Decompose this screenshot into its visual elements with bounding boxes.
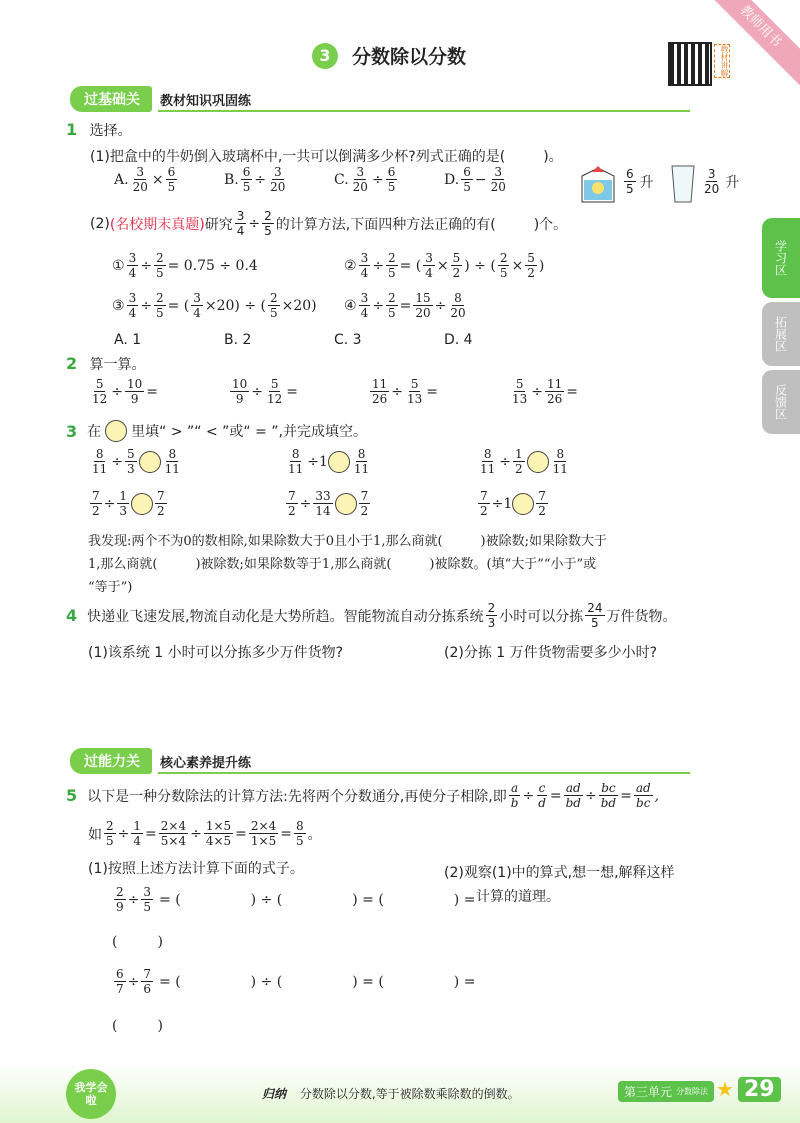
q1-options [114, 166, 514, 202]
milk-unit: 升 [639, 174, 654, 191]
tab-extend[interactable] [762, 302, 800, 366]
q5-calc2-result: ( ) [112, 1018, 163, 1034]
lesson-number: 3 [312, 43, 338, 69]
qr-caption-text: 教材讲解 [720, 45, 729, 77]
answer-circle[interactable] [131, 493, 153, 515]
q4-text2: 小时可以分拣 [499, 608, 584, 625]
finding-4: )被除数;如果除数等于1,那么商就( [195, 557, 392, 572]
q5-calc1: $\frac{2}{9}$ ÷ $\frac{3}{5}$ = ( ) ÷ ( ) = ( ) = [116, 885, 476, 914]
q1-p1-end: )。 [543, 149, 563, 165]
q2-number: 2 [66, 354, 78, 373]
answer-circle[interactable] [335, 493, 357, 515]
q1-p2-frac2-num: 2 [264, 209, 272, 223]
q1-p2-frac1-den: 4 [236, 224, 245, 238]
q3-text: 里填“ > ”“ < ”或“ = ”,并完成填空。 [131, 424, 368, 440]
q3-pre: 在 [87, 424, 102, 440]
option-c[interactable]: C. $\frac{3}{20}$ ÷ $\frac{6}{5}$ [334, 165, 396, 194]
q1-p2-text3: )个。 [533, 216, 568, 233]
q1-part2 [90, 210, 567, 237]
lesson-title-text: 分数除以分数 [352, 46, 467, 68]
compare-circle-icon [105, 420, 127, 442]
lesson-title [312, 42, 466, 69]
q1-title [66, 120, 132, 140]
q4-frac2-den: 5 [591, 616, 599, 630]
qr-code[interactable] [668, 42, 712, 86]
glass-unit: 升 [725, 174, 740, 191]
tab-feedback-label: 反馈区 [773, 384, 788, 420]
footer-bar [0, 1063, 800, 1123]
cmp-1: $\frac{8}{11}$ ÷ $\frac{5}{3}$ $\frac{8}{11}$ [92, 447, 180, 476]
q4-text3: 万件货物。 [606, 608, 677, 625]
q1-part1 [90, 146, 563, 166]
answer-circle[interactable] [512, 493, 534, 515]
tab-study[interactable] [762, 218, 800, 298]
calc1-b-den: 5 [143, 900, 152, 914]
section-banner-basic [70, 86, 750, 112]
section-subtitle: 核心素养提升练 [160, 755, 252, 771]
q4-sub1: (1)该系统 1 小时可以分拣多少万件货物? [88, 645, 344, 661]
calc-item: $\frac{5}{12}$ ÷ $\frac{10}{9}$ = [92, 377, 159, 406]
q4-text1: 快递业飞速发展,物流自动化是大势所趋。智能物流自动分拣系统 [87, 608, 484, 625]
q1-p2-text1: 研究 [204, 216, 233, 233]
calc1-a-num: 2 [116, 885, 124, 899]
q5-number: 5 [66, 786, 78, 805]
q2-title-text: 算一算。 [89, 357, 146, 373]
footer-logo-text: 我学会啦 [74, 1081, 108, 1107]
q5-example-pre: 如 [88, 826, 102, 843]
method-1: ① $\frac{3}{4}$ ÷ $\frac{2}{5}$ = 0.75 ÷ 0.4 [112, 251, 258, 280]
q1-number: 1 [66, 120, 78, 139]
cmp-3: $\frac{8}{11}$ ÷ $\frac{1}{2}$ $\frac{8}{11}$ [480, 447, 568, 476]
calc2-a-num: 6 [116, 967, 124, 981]
milk-volume [622, 168, 654, 195]
calc-item: $\frac{5}{13}$ ÷ $\frac{11}{26}$ = [512, 377, 579, 406]
choice-c[interactable]: C. 3 [334, 332, 362, 348]
milk-den: 5 [626, 182, 634, 196]
tab-extend-label: 拓展区 [773, 316, 788, 352]
method-4: ④ $\frac{3}{4}$ ÷ $\frac{2}{5}$ = $\frac{15}{20}$ ÷ $\frac{8}{20}$ [344, 291, 466, 320]
q1-title-text: 选择。 [89, 123, 132, 139]
method-2: ② $\frac{3}{4}$ ÷ $\frac{2}{5}$ = ( $\frac{3}{4}$ × $\frac{5}{2}$ ) ÷ ( $\frac{2}{5}$ × $\frac{5}{2}$ ) [344, 251, 545, 280]
footer-unit [618, 1081, 714, 1102]
q3-title [66, 420, 367, 442]
answer-circle[interactable] [527, 451, 549, 473]
q5-text [66, 782, 659, 809]
answer-circle[interactable] [328, 451, 350, 473]
q1-p2-frac1-num: 3 [236, 209, 245, 223]
cmp-2: $\frac{8}{11}$ ÷1 $\frac{8}{11}$ [288, 447, 370, 476]
footer-unit-sub: 分数除法 [676, 1087, 709, 1096]
q1-p1-text: (1)把盒中的牛奶倒入玻璃杯中,一共可以倒满多少杯?列式正确的是( [90, 149, 506, 165]
cmp-6: $\frac{7}{2}$ ÷1 $\frac{7}{2}$ [480, 489, 546, 518]
method-1-tail: = 0.75 ÷ 0.4 [167, 257, 258, 274]
calc1-a-den: 9 [116, 900, 124, 914]
page-number: 29 [738, 1077, 781, 1102]
glass-den: 20 [704, 182, 720, 196]
cmp-4: $\frac{7}{2}$ ÷ $\frac{1}{3}$ $\frac{7}{2}$ [92, 489, 165, 518]
q3-number: 3 [66, 421, 78, 441]
q5-example: 如 $\frac{2}{5}$ ÷ $\frac{1}{4}$ = $\frac{2\times 4}{5\times 4}$ ÷ $\frac{1\times 5}{4\times 5}$ = $\frac{2\times 4}{1\times 5}$ = $\frac{8}{5}$ 。 [88, 819, 322, 848]
q1-choices [114, 332, 554, 348]
q4-text [66, 602, 677, 629]
q1-p2-pre: (2) [90, 215, 110, 232]
q2-items [88, 378, 688, 414]
calc-item: $\frac{11}{26}$ ÷ $\frac{5}{13}$ = [372, 377, 439, 406]
q4-frac1-den: 3 [487, 616, 496, 630]
footer-label: 归纳 [262, 1087, 287, 1101]
finding-6: “等于”) [88, 580, 133, 595]
q2-title [66, 354, 146, 374]
footer-summary [262, 1085, 520, 1102]
q5-calc1-result: ( ) [112, 934, 163, 950]
calc2-b-den: 6 [143, 982, 152, 996]
calc1-b-num: 3 [143, 885, 152, 899]
q5-calc2: $\frac{6}{7}$ ÷ $\frac{7}{6}$ = ( ) ÷ ( ) = ( ) = [116, 967, 476, 996]
finding-3: 1,那么商就( [88, 557, 158, 572]
q5-formula: $\frac{a}{b}$ ÷ $\frac{c}{d}$ = $\frac{ad}{bd}$ ÷ $\frac{bc}{bd}$ = $\frac{ad}{bc}$ , [510, 781, 660, 810]
section-banner-ability [70, 748, 750, 774]
tab-study-label: 学习区 [773, 240, 788, 276]
corner-tag-text: 教师用书 [736, 2, 785, 51]
calc-item: $\frac{10}{9}$ ÷ $\frac{5}{12}$ = [232, 377, 299, 406]
footer-logo [66, 1069, 116, 1119]
choice-d[interactable]: D. 4 [444, 332, 473, 348]
q5-sub2a: (2)观察(1)中的算式,想一想,解释这样 [444, 865, 675, 881]
option-d[interactable]: D. $\frac{6}{5}$ − $\frac{3}{20}$ [444, 165, 506, 194]
footer-text: 分数除以分数,等于被除数乘除数的倒数。 [299, 1087, 520, 1101]
q4-sub2: (2)分拣 1 万件货物需要多少小时? [444, 645, 658, 661]
calc2-a-den: 7 [116, 982, 124, 996]
q3-finding [88, 530, 738, 599]
finding-1: 我发现:两个不为0的数相除,如果除数大于0且小于1,那么商就( [88, 534, 443, 549]
section-tag: 过基础关 [70, 86, 152, 112]
option-a[interactable]: A. $\frac{3}{20}$ × $\frac{6}{5}$ [114, 165, 176, 194]
q4-frac2-num: 24 [587, 601, 603, 615]
choice-b[interactable]: B. 2 [224, 332, 252, 348]
glass-volume [700, 168, 739, 195]
tab-feedback[interactable] [762, 370, 800, 434]
option-b[interactable]: B. $\frac{6}{5}$ ÷ $\frac{3}{20}$ [224, 165, 286, 194]
q4-frac1-num: 2 [487, 601, 496, 615]
method-3: ③ $\frac{3}{4}$ ÷ $\frac{2}{5}$ = ( $\frac{3}{4}$ ×20) ÷ ( $\frac{2}{5}$ ×20) [112, 291, 317, 320]
choice-a[interactable]: A. 1 [114, 332, 142, 348]
finding-2: )被除数;如果除数大于 [480, 534, 607, 549]
glass-num: 3 [707, 167, 716, 181]
glass-icon [670, 164, 696, 204]
star-icon: ★ [716, 1077, 734, 1101]
side-tabs [762, 218, 800, 434]
q5-sub2b: 计算的道理。 [476, 889, 560, 905]
footer-unit-label: 第三单元 [624, 1085, 673, 1099]
q1-p2-frac2-den: 5 [264, 224, 272, 238]
calc2-b-num: 7 [143, 967, 152, 981]
milk-num: 6 [626, 167, 634, 181]
qr-caption [714, 44, 730, 78]
milk-box-icon [578, 164, 618, 204]
q1-p2-op: ÷ [248, 215, 261, 232]
q5-text1: 以下是一种分数除法的计算方法:先将两个分数通分,再使分子相除,即 [87, 788, 507, 805]
q1-p2-text2: 的计算方法,下面四种方法正确的有( [275, 216, 496, 233]
q4-number: 4 [66, 606, 78, 625]
cmp-5: $\frac{7}{2}$ ÷ $\frac{33}{14}$ $\frac{7}{2}$ [288, 489, 369, 518]
finding-5: )被除数。(填“大于”“小于”或 [429, 557, 597, 572]
answer-circle[interactable] [139, 451, 161, 473]
section-subtitle: 教材知识巩固练 [160, 93, 252, 109]
section-tag: 过能力关 [70, 748, 152, 774]
exam-tag: (名校期末真题) [109, 216, 205, 233]
q5-sub1: (1)按照上述方法计算下面的式子。 [88, 861, 304, 877]
